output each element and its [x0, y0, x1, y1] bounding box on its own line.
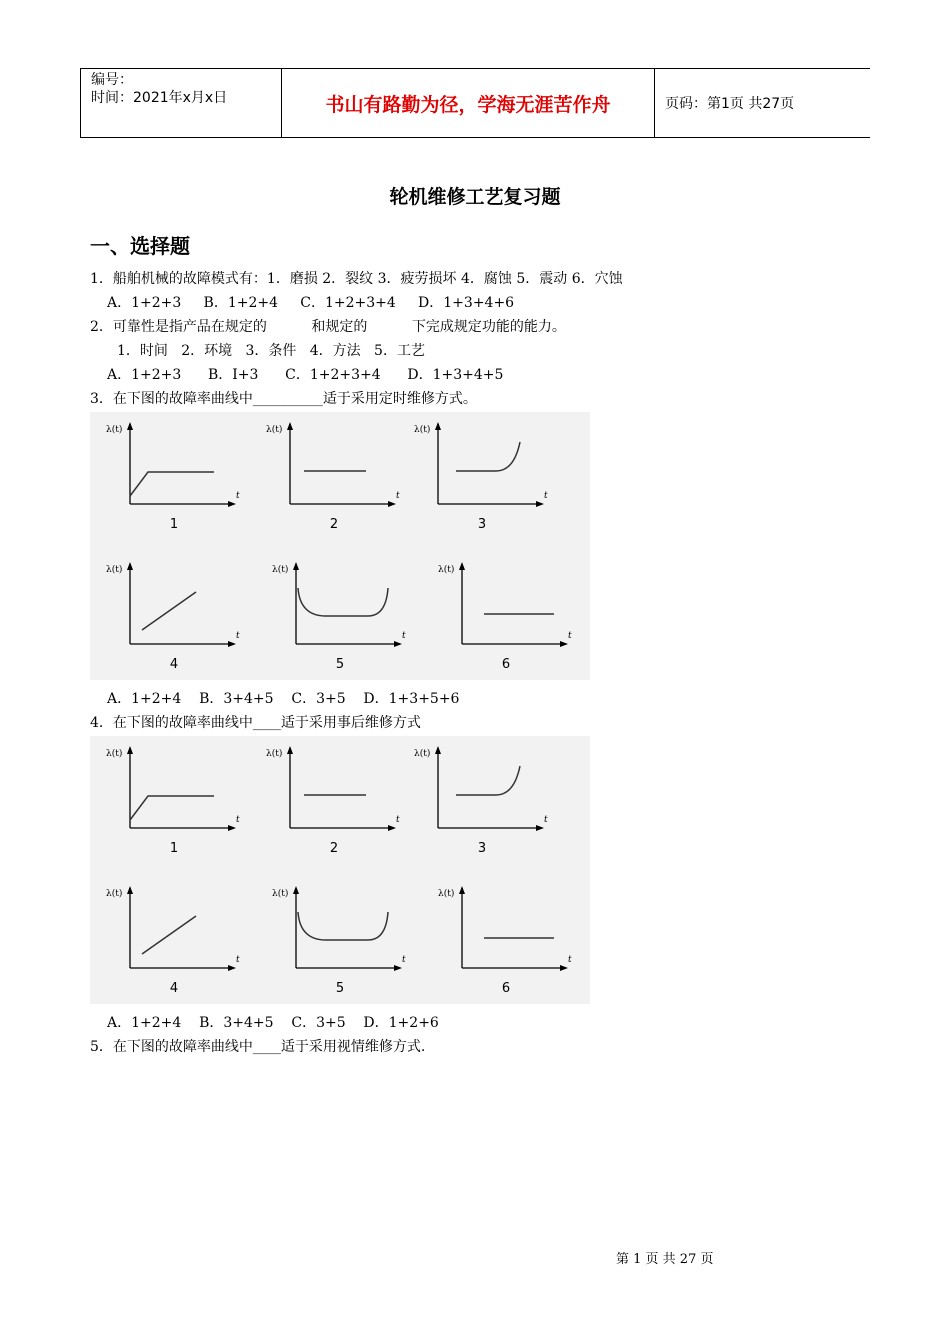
y-axis-label: λ(t)	[266, 425, 283, 435]
y-axis-label: λ(t)	[106, 889, 123, 899]
y-axis-label: λ(t)	[438, 889, 455, 899]
x-axis-label: t	[402, 631, 406, 641]
question-1-options: A．1+2+3 B．1+2+4 C．1+2+3+4 D．1+3+4+6	[107, 295, 515, 311]
y-axis-label: λ(t)	[414, 425, 431, 435]
chart-number-label: 6	[501, 981, 511, 996]
number-label: 编号：	[91, 72, 133, 88]
chart-number-label: 1	[169, 517, 179, 532]
time-label: 时间：2021年x月x日	[91, 90, 228, 106]
question-4: 4．在下图的故障率曲线中____适于采用事后维修方式	[90, 715, 421, 731]
question-3: 3．在下图的故障率曲线中__________适于采用定时维修方式。	[90, 391, 477, 407]
x-axis-label: t	[396, 491, 400, 501]
chart-number-label: 3	[477, 517, 487, 532]
y-axis-label: λ(t)	[106, 749, 123, 759]
question-1: 1．船舶机械的故障模式有：1．磨损 2．裂纹 3．疲劳损坏 4．腐蚀 5．震动 6．穴蚀	[90, 271, 623, 287]
chart-number-label: 2	[329, 517, 339, 532]
y-axis-label: λ(t)	[414, 749, 431, 759]
figure-background	[90, 736, 590, 1004]
chart-number-label: 1	[169, 841, 179, 856]
question-4-options: A．1+2+4 B．3+4+5 C．3+5 D．1+2+6	[107, 1015, 439, 1031]
question-2-options: A．1+2+3 B．I+3 C．1+2+3+4 D．1+3+4+5	[107, 367, 504, 383]
chart-number-label: 4	[169, 981, 179, 996]
y-axis-label: λ(t)	[106, 425, 123, 435]
chart-number-label: 5	[335, 981, 345, 996]
x-axis-label: t	[396, 815, 400, 825]
section-heading: 一、选择题	[90, 234, 190, 258]
chart-number-label: 4	[169, 657, 179, 672]
x-axis-label: t	[236, 491, 240, 501]
figure-background	[90, 412, 590, 680]
header-table	[80, 68, 870, 138]
y-axis-label: λ(t)	[266, 749, 283, 759]
chart-number-label: 5	[335, 657, 345, 672]
x-axis-label: t	[402, 955, 406, 965]
page-footer: 第 1 页 共 27 页	[616, 1252, 714, 1267]
chart-number-label: 3	[477, 841, 487, 856]
failure-rate-figure-q3	[90, 412, 590, 680]
x-axis-label: t	[544, 815, 548, 825]
y-axis-label: λ(t)	[272, 889, 289, 899]
header-left-cell	[80, 69, 291, 137]
document-title: 轮机维修工艺复习题	[389, 186, 561, 208]
chart-number-label: 2	[329, 841, 339, 856]
question-3-options: A．1+2+4 B．3+4+5 C．3+5 D．1+3+5+6	[107, 691, 460, 707]
x-axis-label: t	[236, 815, 240, 825]
x-axis-label: t	[236, 955, 240, 965]
failure-rate-charts	[90, 412, 590, 680]
chart-number-label: 6	[501, 657, 511, 672]
y-axis-label: λ(t)	[272, 565, 289, 575]
question-2: 2．可靠性是指产品在规定的 和规定的 下完成规定功能的能力。	[90, 319, 566, 335]
page-info: 页码：第1页 共27页	[665, 96, 795, 112]
x-axis-label: t	[544, 491, 548, 501]
y-axis-label: λ(t)	[438, 565, 455, 575]
question-5: 5．在下图的故障率曲线中____适于采用视情维修方式.	[90, 1039, 426, 1055]
x-axis-label: t	[568, 631, 572, 641]
x-axis-label: t	[236, 631, 240, 641]
motto: 书山有路勤为径，学海无涯苦作舟	[281, 69, 655, 137]
x-axis-label: t	[568, 955, 572, 965]
question-2-items: 1．时间 2．环境 3．条件 4．方法 5．工艺	[117, 343, 425, 359]
failure-rate-charts	[90, 736, 590, 1004]
failure-rate-figure-q4	[90, 736, 590, 1004]
y-axis-label: λ(t)	[106, 565, 123, 575]
